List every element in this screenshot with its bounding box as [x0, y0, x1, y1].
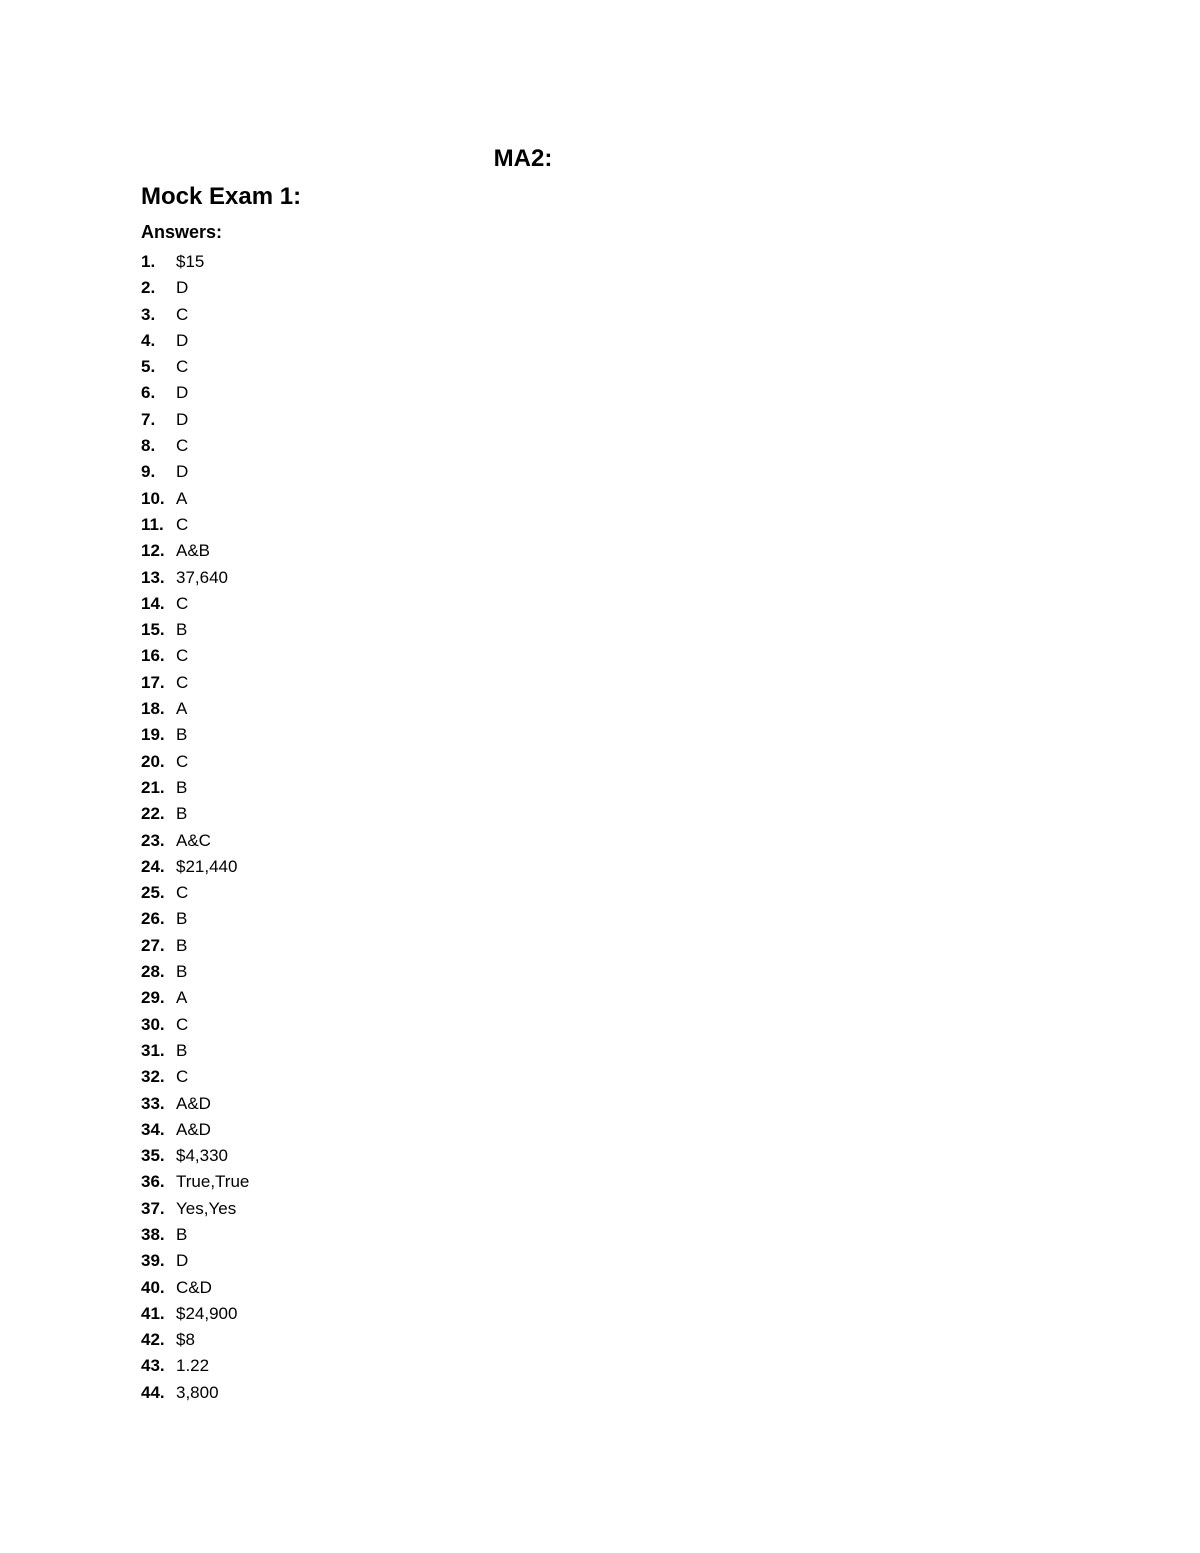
answer-number: 11. [141, 514, 164, 534]
answer-number: 2. [141, 278, 156, 298]
answer-value: $21,440 [176, 856, 238, 876]
list-item [141, 1327, 249, 1353]
answer-number: 17. [141, 672, 165, 692]
list-item [141, 828, 249, 854]
answer-number: 9. [141, 462, 156, 482]
list-item [141, 1038, 249, 1064]
answer-value: B [176, 725, 188, 745]
answer-number: 24. [141, 856, 165, 876]
list-item [141, 1248, 249, 1274]
answer-value: C [176, 436, 189, 456]
answer-value: B [176, 620, 188, 640]
answer-value: $8 [176, 1330, 195, 1350]
list-item [141, 1091, 249, 1117]
list-item [141, 933, 249, 959]
list-item [141, 1275, 249, 1301]
answer-number: 1. [141, 252, 156, 271]
list-item [141, 538, 249, 564]
list-item [141, 801, 249, 827]
answer-value: True,True [176, 1172, 250, 1192]
answer-value: $24,900 [176, 1303, 238, 1323]
answer-value: B [176, 804, 188, 824]
answer-number: 19. [141, 725, 165, 745]
list-item [141, 854, 249, 880]
list-item [141, 1064, 249, 1090]
answer-value: C [176, 593, 189, 613]
answer-value: A&B [176, 541, 211, 561]
answer-value: C [176, 1014, 189, 1034]
list-item [141, 1169, 249, 1195]
answer-value: B [176, 1224, 188, 1244]
list-item [141, 1196, 249, 1222]
answer-number: 32. [141, 1067, 165, 1087]
list-item [141, 591, 249, 617]
answer-value: C&D [176, 1277, 212, 1297]
answers-label: Answers: [141, 222, 223, 242]
list-item [141, 380, 249, 406]
answer-number: 21. [141, 777, 165, 797]
answer-value: D [176, 409, 189, 429]
answer-number: 33. [141, 1093, 165, 1113]
answer-number: 43. [141, 1356, 165, 1376]
document-title: MA2: [493, 145, 553, 172]
answer-number: 36. [141, 1172, 165, 1192]
answer-number: 5. [141, 357, 156, 377]
list-item [141, 275, 249, 301]
answer-value: B [176, 909, 188, 929]
answer-value: A&D [176, 1093, 211, 1113]
answer-value: $4,330 [176, 1146, 228, 1166]
answer-number: 26. [141, 909, 165, 929]
answer-value: A&D [176, 1119, 211, 1139]
list-item [141, 906, 249, 932]
answer-number: 6. [141, 383, 156, 403]
answer-number: 27. [141, 935, 165, 955]
list-item [141, 617, 249, 643]
answer-value: C [176, 672, 189, 692]
list-item [141, 486, 249, 512]
list-item [141, 249, 249, 275]
answer-number: 25. [141, 883, 165, 903]
answer-value: 1.22 [176, 1356, 210, 1376]
answer-value: 3,800 [176, 1382, 219, 1402]
answer-value: Yes,Yes [176, 1198, 237, 1218]
list-item [141, 775, 249, 801]
list-item [141, 1353, 249, 1379]
list-item [141, 407, 249, 433]
answer-value: B [176, 935, 188, 955]
answer-number: 8. [141, 436, 156, 456]
answer-value: C [176, 514, 189, 534]
answer-number: 18. [141, 699, 165, 719]
list-item [141, 1117, 249, 1143]
answer-number: 35. [141, 1146, 165, 1166]
list-item [141, 433, 249, 459]
list-item [141, 565, 249, 591]
answer-value: C [176, 357, 189, 377]
answer-value: C [176, 646, 189, 666]
answer-number: 42. [141, 1330, 165, 1350]
answer-value: D [176, 462, 189, 482]
list-item [141, 354, 249, 380]
list-item [141, 722, 249, 748]
answer-value: B [176, 1040, 188, 1060]
answer-number: 40. [141, 1277, 165, 1297]
answer-value: C [176, 1067, 189, 1087]
answer-value: D [176, 1251, 189, 1271]
answer-number: 41. [141, 1303, 165, 1323]
answer-number: 12. [141, 541, 165, 561]
list-item [141, 512, 249, 538]
answer-value: A [176, 488, 188, 508]
answer-number: 7. [141, 409, 156, 429]
list-item [141, 1012, 249, 1038]
answer-value: A [176, 699, 188, 719]
answer-value: C [176, 883, 189, 903]
list-item [141, 643, 249, 669]
answer-value: $15 [176, 252, 205, 271]
answer-number: 31. [141, 1040, 165, 1060]
answer-number: 13. [141, 567, 165, 587]
answer-value: A [176, 988, 188, 1008]
answer-value: A&C [176, 830, 211, 850]
list-item [141, 880, 249, 906]
answer-list [141, 249, 249, 1406]
answer-number: 4. [141, 330, 156, 350]
answer-value: C [176, 751, 189, 771]
list-item [141, 985, 249, 1011]
list-item [141, 302, 249, 328]
answer-number: 15. [141, 620, 165, 640]
list-item [141, 1143, 249, 1169]
answer-number: 44. [141, 1382, 165, 1402]
exam-heading: Mock Exam 1: [141, 183, 302, 210]
answer-number: 34. [141, 1119, 165, 1139]
list-item [141, 959, 249, 985]
answer-value: B [176, 962, 188, 982]
answer-number: 37. [141, 1198, 165, 1218]
answer-value: C [176, 304, 189, 324]
list-item [141, 1380, 249, 1406]
answer-number: 28. [141, 962, 165, 982]
answer-number: 22. [141, 804, 165, 824]
answer-value: D [176, 330, 189, 350]
list-item [141, 1222, 249, 1248]
answer-number: 14. [141, 593, 165, 613]
answer-value: D [176, 278, 189, 298]
answer-number: 16. [141, 646, 165, 666]
answer-number: 20. [141, 751, 165, 771]
list-item [141, 670, 249, 696]
answer-number: 10. [141, 488, 165, 508]
answer-number: 30. [141, 1014, 165, 1034]
list-item [141, 696, 249, 722]
answer-value: 37,640 [176, 567, 228, 587]
answer-value: B [176, 777, 188, 797]
list-item [141, 749, 249, 775]
list-item [141, 1301, 249, 1327]
answer-number: 39. [141, 1251, 165, 1271]
answer-value: D [176, 383, 189, 403]
answer-number: 38. [141, 1224, 165, 1244]
answer-number: 3. [141, 304, 156, 324]
answer-number: 29. [141, 988, 165, 1008]
list-item [141, 328, 249, 354]
answer-number: 23. [141, 830, 165, 850]
list-item [141, 459, 249, 485]
